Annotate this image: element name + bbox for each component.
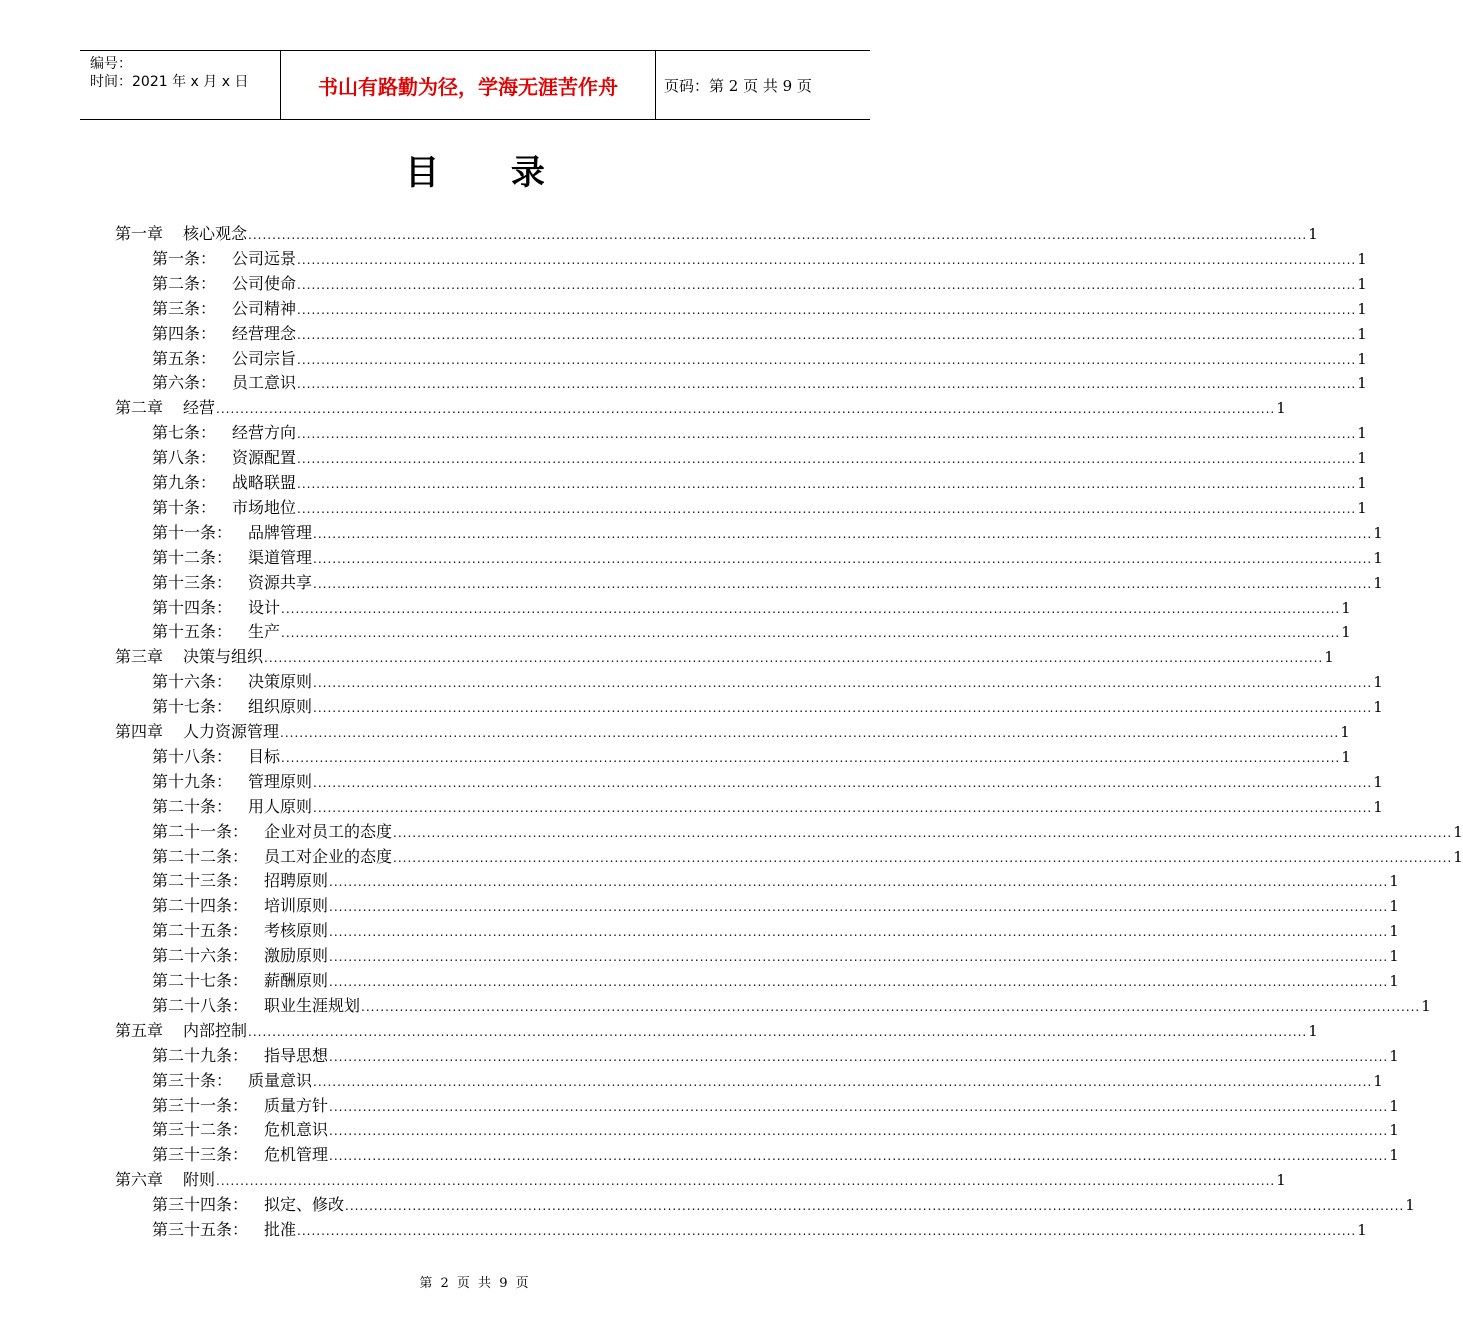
toc-entry-title: 品牌管理 [248,522,313,542]
toc-chapter-entry[interactable] [115,720,1350,744]
toc-dot-leader: ............................................................................................................................................................................................................................ [329,1049,1389,1064]
toc-article-entry[interactable] [152,770,1383,794]
toc-entry-page: 1 [1357,424,1367,443]
toc-entry-title: 指导思想 [264,1045,329,1065]
toc-entry-page: 1 [1373,548,1383,567]
toc-entry-page: 1 [1373,772,1383,791]
toc-article-entry[interactable] [152,471,1367,495]
toc-entry-page: 1 [1357,1221,1367,1239]
toc-entry-label: 第三十一条： [152,1095,249,1115]
toc-entry-label: 第五章 [115,1020,164,1040]
toc-entry-label: 第二十二条： [152,846,249,866]
toc-article-entry[interactable] [152,347,1367,371]
toc-entry-title: 核心观念 [183,224,248,243]
toc-entry-page: 1 [1276,399,1286,418]
page-title [0,148,950,198]
toc-entry-title: 薪酬原则 [264,971,329,990]
toc-article-entry[interactable] [152,272,1367,296]
toc-entry-label: 第一条： [152,248,217,268]
toc-entry-label: 第二十九条： [152,1045,249,1065]
toc-entry-title: 激励原则 [264,946,329,966]
toc-chapter-entry[interactable] [115,222,1318,246]
toc-entry-page: 1 [1373,797,1383,816]
toc-article-entry[interactable] [152,994,1431,1018]
toc-entry-title: 生产 [248,622,281,642]
toc-entry-label: 第十二条： [152,547,233,567]
toc-entry-label: 第四章 [115,722,164,741]
toc-article-entry[interactable] [152,845,1463,869]
toc-entry-title: 用人原则 [248,796,313,816]
toc-entry-title: 渠道管理 [248,547,313,567]
toc-entry-title: 质量意识 [248,1070,313,1090]
toc-entry-page: 1 [1357,324,1367,343]
toc-entry-page: 1 [1389,972,1399,990]
toc-entry-page: 1 [1389,1121,1399,1140]
header-page-cell [656,51,870,119]
toc-article-entry[interactable] [152,446,1367,470]
toc-entry-label: 第一章 [115,224,164,243]
toc-entry-title: 危机管理 [264,1145,329,1165]
toc-entry-title: 决策原则 [248,672,313,692]
toc-dot-leader: ............................................................................................................................................................................................................................ [313,526,1373,541]
toc-entry-title: 管理原则 [248,771,313,791]
toc-article-entry[interactable] [152,1069,1383,1093]
toc-entry-label: 第五条： [152,348,217,368]
toc-dot-leader: ............................................................................................................................................................................................................................ [297,252,1357,267]
toc-dot-leader: ............................................................................................................................................................................................................................ [297,427,1357,442]
toc-article-entry[interactable] [152,1218,1367,1242]
toc-entry-title: 决策与组织 [183,647,264,667]
toc-dot-leader: ............................................................................................................................................................................................................................ [329,975,1389,989]
toc-dot-leader: ............................................................................................................................................................................................................................ [329,1124,1389,1139]
toc-dot-leader: ............................................................................................................................................................................................................................ [297,477,1357,491]
toc-entry-label: 第二十六条： [152,946,249,966]
toc-dot-leader: ............................................................................................................................................................................................................................ [329,1149,1389,1164]
toc-dot-leader: ............................................................................................................................................................................................................................ [329,1099,1389,1114]
toc-entry-label: 第十一条： [152,522,233,542]
toc-dot-leader: ............................................................................................................................................................................................................................ [393,825,1453,840]
toc-article-entry[interactable] [152,869,1399,893]
toc-entry-title: 资源共享 [248,572,313,592]
toc-entry-title: 人力资源管理 [183,722,280,741]
toc-entry-page: 1 [1340,723,1350,741]
toc-entry-label: 第十六条： [152,672,233,692]
toc-article-entry[interactable] [152,521,1383,545]
toc-entry-label: 第二十条： [152,796,233,816]
toc-entry-label: 第十九条： [152,771,233,791]
toc-entry-label: 第六条： [152,373,217,393]
toc-dot-leader: ............................................................................................................................................................................................................................ [329,925,1389,940]
toc-entry-title: 公司宗旨 [232,348,297,368]
toc-dot-leader: ............................................................................................................................................................................................................................ [281,626,1341,641]
toc-article-entry[interactable] [152,371,1367,395]
toc-entry-page: 1 [1373,673,1383,692]
toc-entry-page: 1 [1341,747,1351,766]
toc-entry-page: 1 [1373,573,1383,592]
document-time-label: 时间：2021 年 x 月 x 日 [90,74,249,90]
toc-article-entry[interactable] [152,421,1367,445]
toc-dot-leader: ............................................................................................................................................................................................................................ [297,327,1357,342]
toc-article-entry[interactable] [152,1193,1415,1217]
header-page-info: 页码：第 2 页 共 9 页 [664,76,812,95]
toc-dot-leader: ............................................................................................................................................................................................................................ [297,501,1357,516]
toc-dot-leader: ............................................................................................................................................................................................................................ [361,999,1421,1014]
toc-entry-title: 公司精神 [232,298,297,318]
toc-entry-title: 资源配置 [232,448,297,468]
toc-entry-title: 职业生涯规划 [264,995,361,1015]
toc-entry-title: 批准 [264,1220,297,1239]
toc-entry-page: 1 [1405,1196,1415,1215]
toc-dot-leader: ............................................................................................................................................................................................................................ [313,701,1373,716]
toc-entry-title: 拟定、修改 [264,1195,345,1215]
page-footer: 第 2 页 共 9 页 [419,1276,531,1291]
toc-entry-title: 企业对员工的态度 [264,821,393,841]
document-header [80,50,870,120]
header-meta-cell [80,51,281,119]
toc-chapter-entry[interactable] [115,1019,1318,1043]
toc-chapter-entry[interactable] [115,645,1334,669]
toc-chapter-entry[interactable] [115,396,1286,420]
toc-entry-title: 市场地位 [232,497,297,517]
toc-entry-title: 经营理念 [232,323,297,343]
toc-entry-page: 1 [1389,947,1399,966]
toc-entry-label: 第三十四条： [152,1195,249,1215]
toc-dot-leader: ............................................................................................................................................................................................................................ [329,900,1389,915]
document-number-label: 编号： [90,56,132,72]
toc-entry-label: 第二十五条： [152,921,249,941]
toc-entry-page: 1 [1389,872,1399,891]
toc-entry-label: 第十五条： [152,622,233,642]
toc-dot-leader: ............................................................................................................................................................................................................................ [248,1024,1308,1039]
toc-article-entry[interactable] [152,596,1351,620]
toc-entry-title: 培训原则 [264,896,329,916]
toc-dot-leader: ............................................................................................................................................................................................................................ [297,302,1357,317]
toc-article-entry[interactable] [152,695,1383,719]
toc-entry-page: 1 [1308,225,1318,243]
toc-article-entry[interactable] [152,546,1383,570]
toc-dot-leader: ............................................................................................................................................................................................................................ [248,228,1308,242]
toc-dot-leader: ............................................................................................................................................................................................................................ [313,576,1373,591]
toc-dot-leader: ............................................................................................................................................................................................................................ [216,1174,1276,1189]
toc-entry-label: 第十条： [152,497,217,517]
toc-entry-label: 第三十条： [152,1070,233,1090]
toc-dot-leader: ............................................................................................................................................................................................................................ [297,277,1357,292]
toc-entry-title: 质量方针 [264,1095,329,1115]
toc-entry-page: 1 [1357,274,1367,293]
toc-entry-page: 1 [1357,349,1367,368]
toc-entry-label: 第二十八条： [152,995,249,1015]
toc-dot-leader: ............................................................................................................................................................................................................................ [345,1199,1405,1214]
toc-dot-leader: ............................................................................................................................................................................................................................ [313,1074,1373,1089]
toc-entry-title: 经营方向 [232,423,297,443]
toc-entry-title: 公司使命 [232,273,297,293]
toc-chapter-entry[interactable] [115,1168,1286,1192]
toc-entry-label: 第六章 [115,1170,164,1190]
toc-entry-page: 1 [1341,598,1351,617]
toc-article-entry[interactable] [152,894,1399,918]
toc-article-entry[interactable] [152,969,1399,993]
header-motto: 书山有路勤为径，学海无涯苦作舟 [318,74,618,99]
toc-dot-leader: ............................................................................................................................................................................................................................ [313,775,1373,790]
toc-entry-label: 第九条： [152,473,217,492]
toc-entry-page: 1 [1389,1146,1399,1165]
toc-entry-title: 战略联盟 [232,473,297,492]
toc-entry-label: 第二十七条： [152,971,249,990]
page-title-text: 目 录 [405,153,575,193]
toc-entry-page: 1 [1453,847,1463,866]
header-motto-cell [281,51,656,119]
toc-article-entry[interactable] [152,1143,1399,1167]
toc-article-entry[interactable] [152,944,1399,968]
toc-entry-title: 员工意识 [232,373,297,393]
toc-dot-leader: ............................................................................................................................................................................................................................ [281,750,1341,765]
toc-entry-label: 第十七条： [152,697,233,717]
toc-entry-title: 内部控制 [183,1020,248,1040]
toc-dot-leader: ............................................................................................................................................................................................................................ [393,850,1453,865]
toc-entry-label: 第二条： [152,273,217,293]
toc-dot-leader: ............................................................................................................................................................................................................................ [329,875,1389,890]
toc-entry-title: 目标 [248,746,281,766]
toc-article-entry[interactable] [152,919,1399,943]
toc-entry-label: 第三条： [152,298,217,318]
toc-entry-label: 第二十三条： [152,871,249,891]
toc-article-entry[interactable] [152,670,1383,694]
toc-entry-label: 第十三条： [152,572,233,592]
toc-article-entry[interactable] [152,745,1351,769]
toc-entry-page: 1 [1357,299,1367,318]
toc-entry-label: 第七条： [152,423,217,443]
toc-article-entry[interactable] [152,1044,1399,1068]
toc-dot-leader: ............................................................................................................................................................................................................................ [297,352,1357,367]
toc-article-entry[interactable] [152,247,1367,271]
toc-entry-label: 第八条： [152,448,217,468]
toc-entry-page: 1 [1324,648,1334,667]
toc-entry-label: 第二十一条： [152,821,249,841]
toc-entry-title: 考核原则 [264,921,329,941]
toc-entry-page: 1 [1389,897,1399,916]
toc-dot-leader: ............................................................................................................................................................................................................................ [297,377,1357,392]
toc-dot-leader: ............................................................................................................................................................................................................................ [313,551,1373,566]
toc-dot-leader: ............................................................................................................................................................................................................................ [280,726,1340,740]
toc-article-entry[interactable] [152,620,1351,644]
toc-entry-page: 1 [1357,474,1367,492]
toc-entry-page: 1 [1389,922,1399,941]
toc-entry-label: 第十八条： [152,746,233,766]
toc-entry-label: 第二十四条： [152,896,249,916]
toc-entry-page: 1 [1276,1171,1286,1190]
toc-article-entry[interactable] [152,820,1463,844]
toc-dot-leader: ............................................................................................................................................................................................................................ [313,676,1373,691]
toc-entry-page: 1 [1308,1021,1318,1040]
toc-dot-leader: ............................................................................................................................................................................................................................ [297,1224,1357,1238]
toc-entry-page: 1 [1373,1071,1383,1090]
toc-article-entry[interactable] [152,1094,1399,1118]
toc-entry-page: 1 [1357,374,1367,393]
toc-entry-page: 1 [1357,498,1367,517]
toc-entry-label: 第三十三条： [152,1145,249,1165]
toc-dot-leader: ............................................................................................................................................................................................................................ [281,601,1341,616]
toc-article-entry[interactable] [152,297,1367,321]
toc-entry-page: 1 [1389,1096,1399,1115]
toc-entry-label: 第二章 [115,398,164,418]
toc-entry-label: 第三章 [115,647,164,667]
toc-entry-label: 第三十二条： [152,1120,249,1140]
toc-article-entry[interactable] [152,496,1367,520]
toc-entry-page: 1 [1357,449,1367,468]
toc-entry-title: 附则 [183,1170,216,1190]
toc-entry-title: 员工对企业的态度 [264,846,393,866]
toc-entry-page: 1 [1389,1046,1399,1065]
toc-entry-page: 1 [1453,822,1463,841]
toc-dot-leader: ............................................................................................................................................................................................................................ [297,452,1357,467]
toc-entry-page: 1 [1421,996,1431,1015]
toc-dot-leader: ............................................................................................................................................................................................................................ [313,800,1373,815]
toc-entry-label: 第十四条： [152,597,233,617]
toc-article-entry[interactable] [152,1118,1399,1142]
toc-entry-title: 设计 [248,597,281,617]
toc-entry-page: 1 [1357,249,1367,268]
toc-entry-title: 经营 [183,398,216,418]
toc-entry-label: 第四条： [152,323,217,343]
toc-dot-leader: ............................................................................................................................................................................................................................ [264,651,1324,666]
toc-article-entry[interactable] [152,795,1383,819]
toc-entry-page: 1 [1341,623,1351,642]
toc-entry-label: 第三十五条： [152,1220,249,1239]
toc-entry-title: 招聘原则 [264,871,329,891]
toc-article-entry[interactable] [152,322,1367,346]
toc-entry-page: 1 [1373,523,1383,542]
toc-article-entry[interactable] [152,571,1383,595]
toc-entry-title: 危机意识 [264,1120,329,1140]
toc-dot-leader: ............................................................................................................................................................................................................................ [216,402,1276,417]
toc-entry-title: 公司远景 [232,248,297,268]
toc-dot-leader: ............................................................................................................................................................................................................................ [329,950,1389,965]
toc-entry-page: 1 [1373,698,1383,717]
toc-entry-title: 组织原则 [248,697,313,717]
